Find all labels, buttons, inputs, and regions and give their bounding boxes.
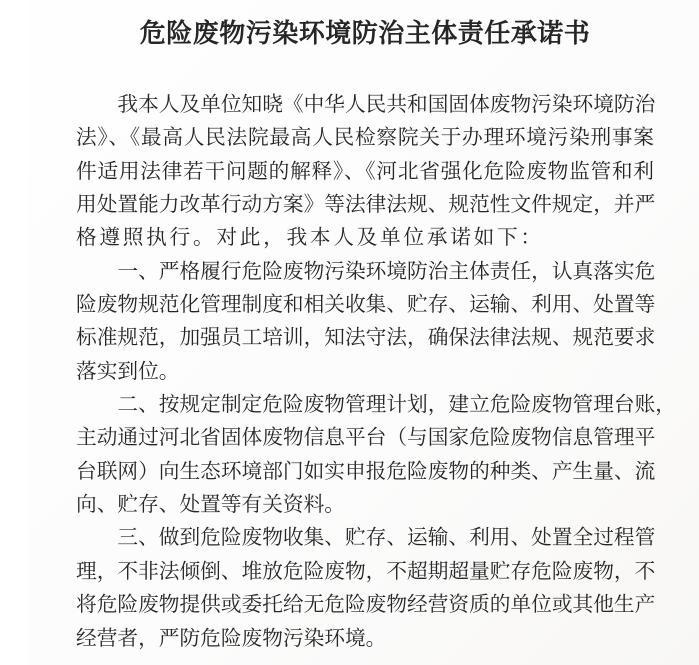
document-line: 落实到位。: [76, 360, 180, 383]
document-line: 经营者，严防危险废物污染环境。: [76, 627, 387, 650]
document-line: 法》、《最高人民法院最高人民检察院关于办理环境污染刑事案: [76, 127, 654, 150]
document-line: 将危险废物提供或委托给无危险废物经营资质的单位或其他生产: [76, 594, 656, 617]
document-line: 险废物规范化管理制度和相关收集、贮存、运输、利用、处置等: [76, 294, 656, 317]
document-line: 标准规范，加强员工培训，知法守法，确保法律法规、规范要求: [76, 327, 656, 350]
paragraph: [76, 389, 676, 522]
document-line: 件适用法律若干问题的解释》、《河北省强化危险废物监管和利: [76, 160, 654, 183]
document-line: 向、贮存、处置等有关资料。: [76, 494, 345, 517]
scan-edge: [0, 0, 28, 665]
document-line: 台联网）向生态环境部门如实申报危险废物的种类、产生量、流: [76, 460, 656, 483]
document-line: 用处置能力改革行动方案》等法律法规、规范性文件规定，并严: [76, 194, 656, 217]
paragraph: [76, 522, 654, 655]
document-line: 三、做到危险废物收集、贮存、运输、利用、处置全过程管: [117, 527, 656, 550]
document-line: 主动通过河北省固体废物信息平台（与国家危险废物信息管理平: [76, 427, 656, 450]
paragraph: [76, 89, 654, 256]
document-body: [76, 89, 676, 656]
document-line: 格遵照执行。对此，我本人及单位承诺如下：: [76, 227, 544, 250]
document-line: 我本人及单位知晓《中华人民共和国固体废物污染环境防治: [117, 94, 656, 116]
document-line: 理，不非法倾倒、堆放危险废物，不超期超量贮存危险废物，不: [76, 560, 656, 583]
document-line: 二、按规定制定危险废物管理计划，建立危险废物管理台账，: [117, 394, 676, 417]
paragraph: [76, 256, 654, 389]
document-line: 一、严格履行危险废物污染环境防治主体责任，认真落实危: [117, 260, 656, 283]
document-title: 危险废物污染环境防治主体责任承诺书: [139, 19, 591, 48]
